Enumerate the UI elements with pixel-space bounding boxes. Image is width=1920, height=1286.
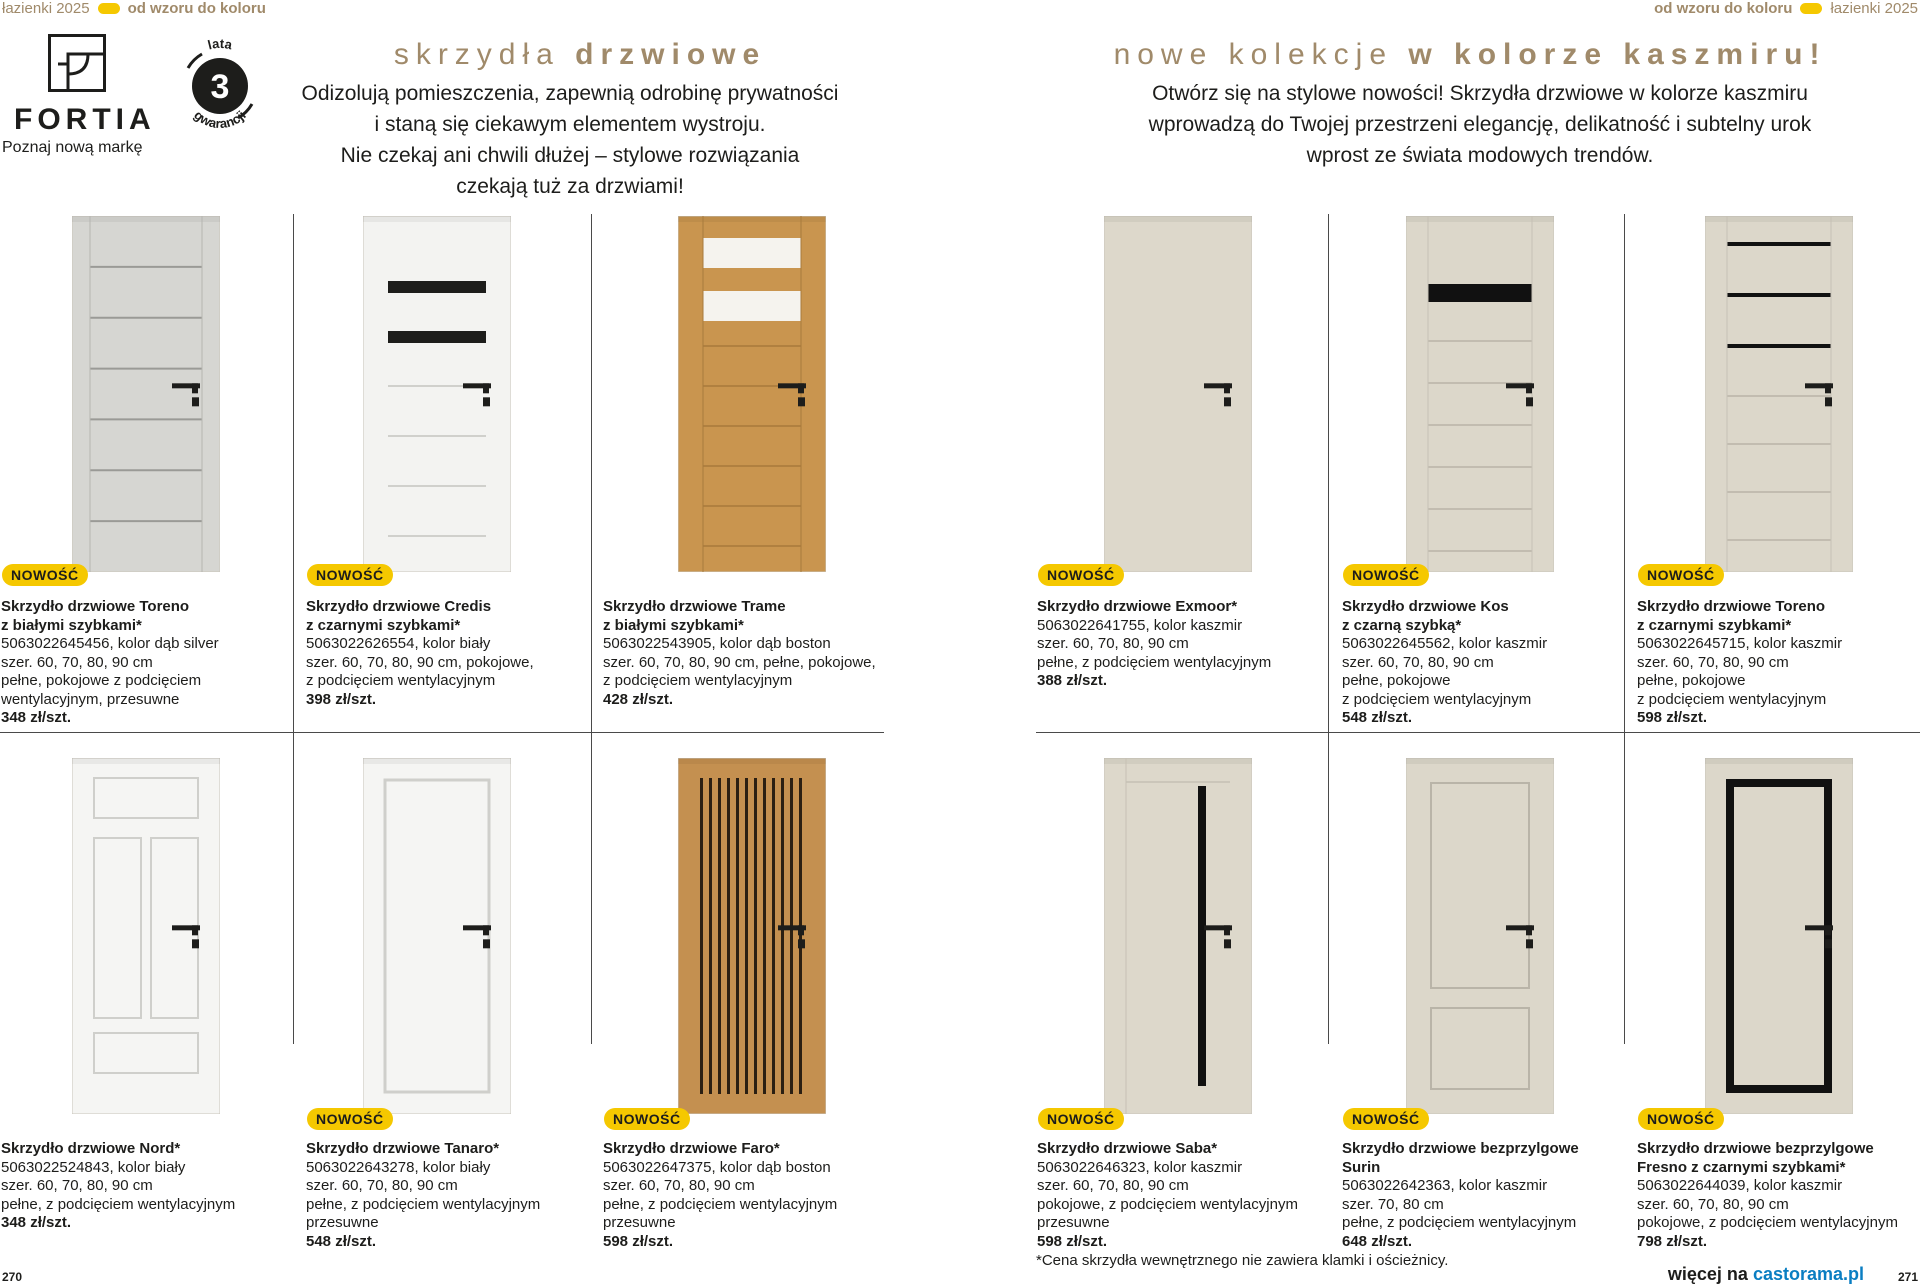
yellow-pill [1800, 3, 1822, 14]
product-detail: pełne, z podcięciem wentylacyjnym [1, 1195, 236, 1213]
product-detail: z podcięciem wentylacyjnym [306, 672, 496, 689]
new-badge: NOWOŚĆ [307, 1108, 393, 1130]
product-price: 548 zł/szt. [1342, 709, 1413, 726]
product-detail: szer. 60, 70, 80, 90 cm, pokojowe, [306, 653, 534, 671]
product-detail: 5063022647375, kolor dąb boston [603, 1158, 831, 1176]
product-name: Skrzydło drzwiowe Trame [603, 598, 786, 615]
new-badge: NOWOŚĆ [307, 564, 393, 586]
product-detail: pokojowe, z podcięciem wentylacyjnym [1637, 1214, 1898, 1231]
product-card[interactable] [1342, 598, 1627, 728]
door-image [1705, 758, 1853, 1114]
product-detail: wentylacyjnym, przesuwne [1, 690, 180, 708]
product-detail: 5063022644039, kolor kaszmir [1637, 1177, 1843, 1194]
new-badge: NOWOŚĆ [1638, 564, 1724, 586]
product-card[interactable] [603, 598, 893, 709]
product-detail: 5063022645562, kolor kaszmir [1342, 635, 1548, 652]
divider [591, 214, 592, 1044]
product-detail: szer. 60, 70, 80, 90 cm [1037, 1177, 1189, 1194]
product-detail: 5063022543905, kolor dąb boston [603, 635, 831, 652]
page-number-right: 271 [1897, 1270, 1918, 1284]
product-price: 598 zł/szt. [603, 1232, 674, 1250]
door-image [1406, 216, 1554, 572]
product-detail: 5063022626554, kolor biały [306, 635, 491, 652]
door-image [1406, 758, 1554, 1114]
product-detail: szer. 60, 70, 80, 90 cm [1637, 1195, 1789, 1213]
product-detail: pełne, z podcięciem wentylacyjnym [1037, 653, 1272, 671]
more-link[interactable]: więcej na castorama.pl [1667, 1264, 1864, 1284]
svg-text:lata [206, 36, 234, 53]
product-name: Skrzydło drzwiowe Exmoor* [1037, 598, 1238, 615]
product-card[interactable] [1342, 1140, 1627, 1251]
product-detail: szer. 60, 70, 80, 90 cm [1, 1177, 153, 1194]
product-detail: szer. 60, 70, 80, 90 cm [1037, 635, 1189, 652]
product-detail: pełne, z podcięciem wentylacyjnym [306, 1195, 541, 1213]
product-card[interactable] [1, 1140, 286, 1233]
product-name: z czarnymi szybkami* [306, 616, 461, 634]
warranty-badge [168, 34, 272, 138]
yellow-pill [98, 3, 120, 14]
new-badge: NOWOŚĆ [1343, 564, 1429, 586]
badge-top-text: lata [206, 35, 234, 53]
page-number-left: 270 [2, 1270, 23, 1284]
product-card[interactable] [306, 1140, 591, 1251]
door-image [678, 758, 826, 1114]
badge-number: 3 [210, 68, 230, 106]
divider [1328, 214, 1329, 1044]
product-card[interactable] [603, 1140, 893, 1251]
divider [293, 214, 294, 1044]
product-detail: pełne, pokojowe z podcięciem [1, 672, 202, 689]
product-price: 428 zł/szt. [603, 690, 674, 708]
new-badge: NOWOŚĆ [1038, 1108, 1124, 1130]
product-detail: pokojowe, z podcięciem wentylacyjnym [1037, 1195, 1298, 1213]
product-name: Skrzydło drzwiowe Faro* [603, 1140, 780, 1157]
product-card[interactable] [1037, 598, 1322, 691]
right-intro: Otwórz się na stylowe nowości! Skrzydła drzwiowe w kolorze kaszmiru wprowadzą do Twojej przestrzeni elegancję, delikatność i subtelny urok wprost ze świata modowych trendów. [1148, 82, 1812, 167]
product-price: 388 zł/szt. [1037, 672, 1108, 689]
product-detail: pełne, z podcięciem wentylacyjnym [1342, 1214, 1577, 1231]
new-badge: NOWOŚĆ [1343, 1108, 1429, 1130]
product-detail: pełne, pokojowe [1637, 672, 1746, 689]
product-name: z czarnymi szybkami* [1637, 616, 1792, 634]
product-detail: szer. 70, 80 cm [1342, 1195, 1444, 1213]
door-image [363, 758, 511, 1114]
door-image [1104, 758, 1252, 1114]
top-tag-right: od wzoru do koloru łazienki 2025 [1654, 0, 1918, 17]
product-detail: przesuwne [306, 1214, 379, 1231]
product-card[interactable] [306, 598, 591, 709]
brand-name: FORTIA [14, 103, 156, 136]
door-image [363, 216, 511, 572]
product-card[interactable] [1, 598, 286, 728]
door-image [72, 758, 220, 1114]
product-name: Skrzydło drzwiowe Toreno [1637, 598, 1826, 615]
new-badge: NOWOŚĆ [1038, 564, 1124, 586]
product-detail: z podcięciem wentylacyjnym [1637, 690, 1827, 708]
badge-bottom-text: gwarancji [191, 107, 249, 132]
product-detail: szer. 60, 70, 80, 90 cm [603, 1177, 755, 1194]
left-heading: skrzydła drzwiowe [393, 38, 767, 71]
product-card[interactable] [1637, 598, 1920, 728]
new-badge: NOWOŚĆ [604, 1108, 690, 1130]
brand-tagline: Poznaj nową markę [2, 139, 143, 156]
product-price: 648 zł/szt. [1342, 1232, 1413, 1250]
product-detail: z podcięciem wentylacyjnym [603, 672, 793, 689]
fortia-logo [2, 34, 156, 157]
door-image [72, 216, 220, 572]
product-card[interactable] [1037, 1140, 1322, 1251]
product-detail: pełne, z podcięciem wentylacyjnym [603, 1195, 838, 1213]
product-detail: przesuwne [603, 1214, 676, 1231]
divider [0, 732, 884, 733]
product-detail: przesuwne [1037, 1214, 1110, 1231]
product-name: z białymi szybkami* [603, 616, 744, 634]
product-price: 348 zł/szt. [1, 709, 72, 726]
product-name: Fresno z czarnymi szybkami* [1637, 1158, 1846, 1176]
divider [1036, 732, 1920, 733]
product-detail: 5063022646323, kolor kaszmir [1037, 1158, 1243, 1176]
door-image [1104, 216, 1252, 572]
product-detail: szer. 60, 70, 80, 90 cm [1637, 653, 1789, 671]
product-price: 348 zł/szt. [1, 1214, 72, 1231]
right-heading: nowe kolekcje w kolorze kaszmiru! [1113, 38, 1827, 71]
product-detail: szer. 60, 70, 80, 90 cm [1, 653, 153, 671]
door-image [1705, 216, 1853, 572]
door-image [678, 216, 826, 572]
product-name: Surin [1342, 1158, 1381, 1176]
product-name: z czarną szybką* [1342, 616, 1462, 634]
product-detail: 5063022524843, kolor biały [1, 1158, 186, 1176]
new-badge: NOWOŚĆ [1638, 1108, 1724, 1130]
product-price: 598 zł/szt. [1037, 1232, 1108, 1250]
product-detail: 5063022645456, kolor dąb silver [1, 635, 219, 652]
product-name: Skrzydło drzwiowe Toreno [1, 598, 190, 615]
product-detail: 5063022642363, kolor kaszmir [1342, 1177, 1548, 1194]
product-detail: 5063022641755, kolor kaszmir [1037, 616, 1243, 634]
product-name: Skrzydło drzwiowe Saba* [1037, 1140, 1218, 1157]
product-detail: 5063022645715, kolor kaszmir [1637, 635, 1843, 652]
product-name: Skrzydło drzwiowe Credis [306, 598, 492, 615]
left-intro: Odizolują pomieszczenia, zapewnią odrobinę prywatności i staną się ciekawym elementem wystroju. Nie czekaj ani chwili dłużej – stylowe rozwiązania czekają tuż za drzwiami! [301, 82, 839, 198]
top-tag-left: łazienki 2025 od wzoru do koloru [2, 0, 266, 17]
product-detail: szer. 60, 70, 80, 90 cm, pełne, pokojowe, [603, 653, 876, 671]
product-card[interactable] [1637, 1140, 1920, 1251]
product-price: 548 zł/szt. [306, 1232, 377, 1250]
product-detail: 5063022643278, kolor biały [306, 1158, 491, 1176]
product-name: Skrzydło drzwiowe Nord* [1, 1140, 181, 1157]
new-badge: NOWOŚĆ [2, 564, 88, 586]
product-price: 398 zł/szt. [306, 690, 377, 708]
fortia-mark-icon [48, 34, 106, 92]
product-detail: szer. 60, 70, 80, 90 cm [306, 1177, 458, 1194]
price-footnote: *Cena skrzydła wewnętrznego nie zawiera klamki i ościeżnicy. [1036, 1252, 1449, 1269]
product-name: Skrzydło drzwiowe Kos [1342, 598, 1509, 615]
product-detail: pełne, pokojowe [1342, 672, 1451, 689]
product-detail: z podcięciem wentylacyjnym [1342, 690, 1532, 708]
product-name: z białymi szybkami* [1, 616, 142, 634]
product-name: Skrzydło drzwiowe Tanaro* [306, 1140, 500, 1157]
product-price: 798 zł/szt. [1637, 1232, 1708, 1250]
product-name: Skrzydło drzwiowe bezprzylgowe [1637, 1140, 1874, 1157]
product-price: 598 zł/szt. [1637, 709, 1708, 726]
product-name: Skrzydło drzwiowe bezprzylgowe [1342, 1140, 1579, 1157]
site-link[interactable]: castorama.pl [1752, 1264, 1864, 1284]
product-detail: szer. 60, 70, 80, 90 cm [1342, 653, 1494, 671]
